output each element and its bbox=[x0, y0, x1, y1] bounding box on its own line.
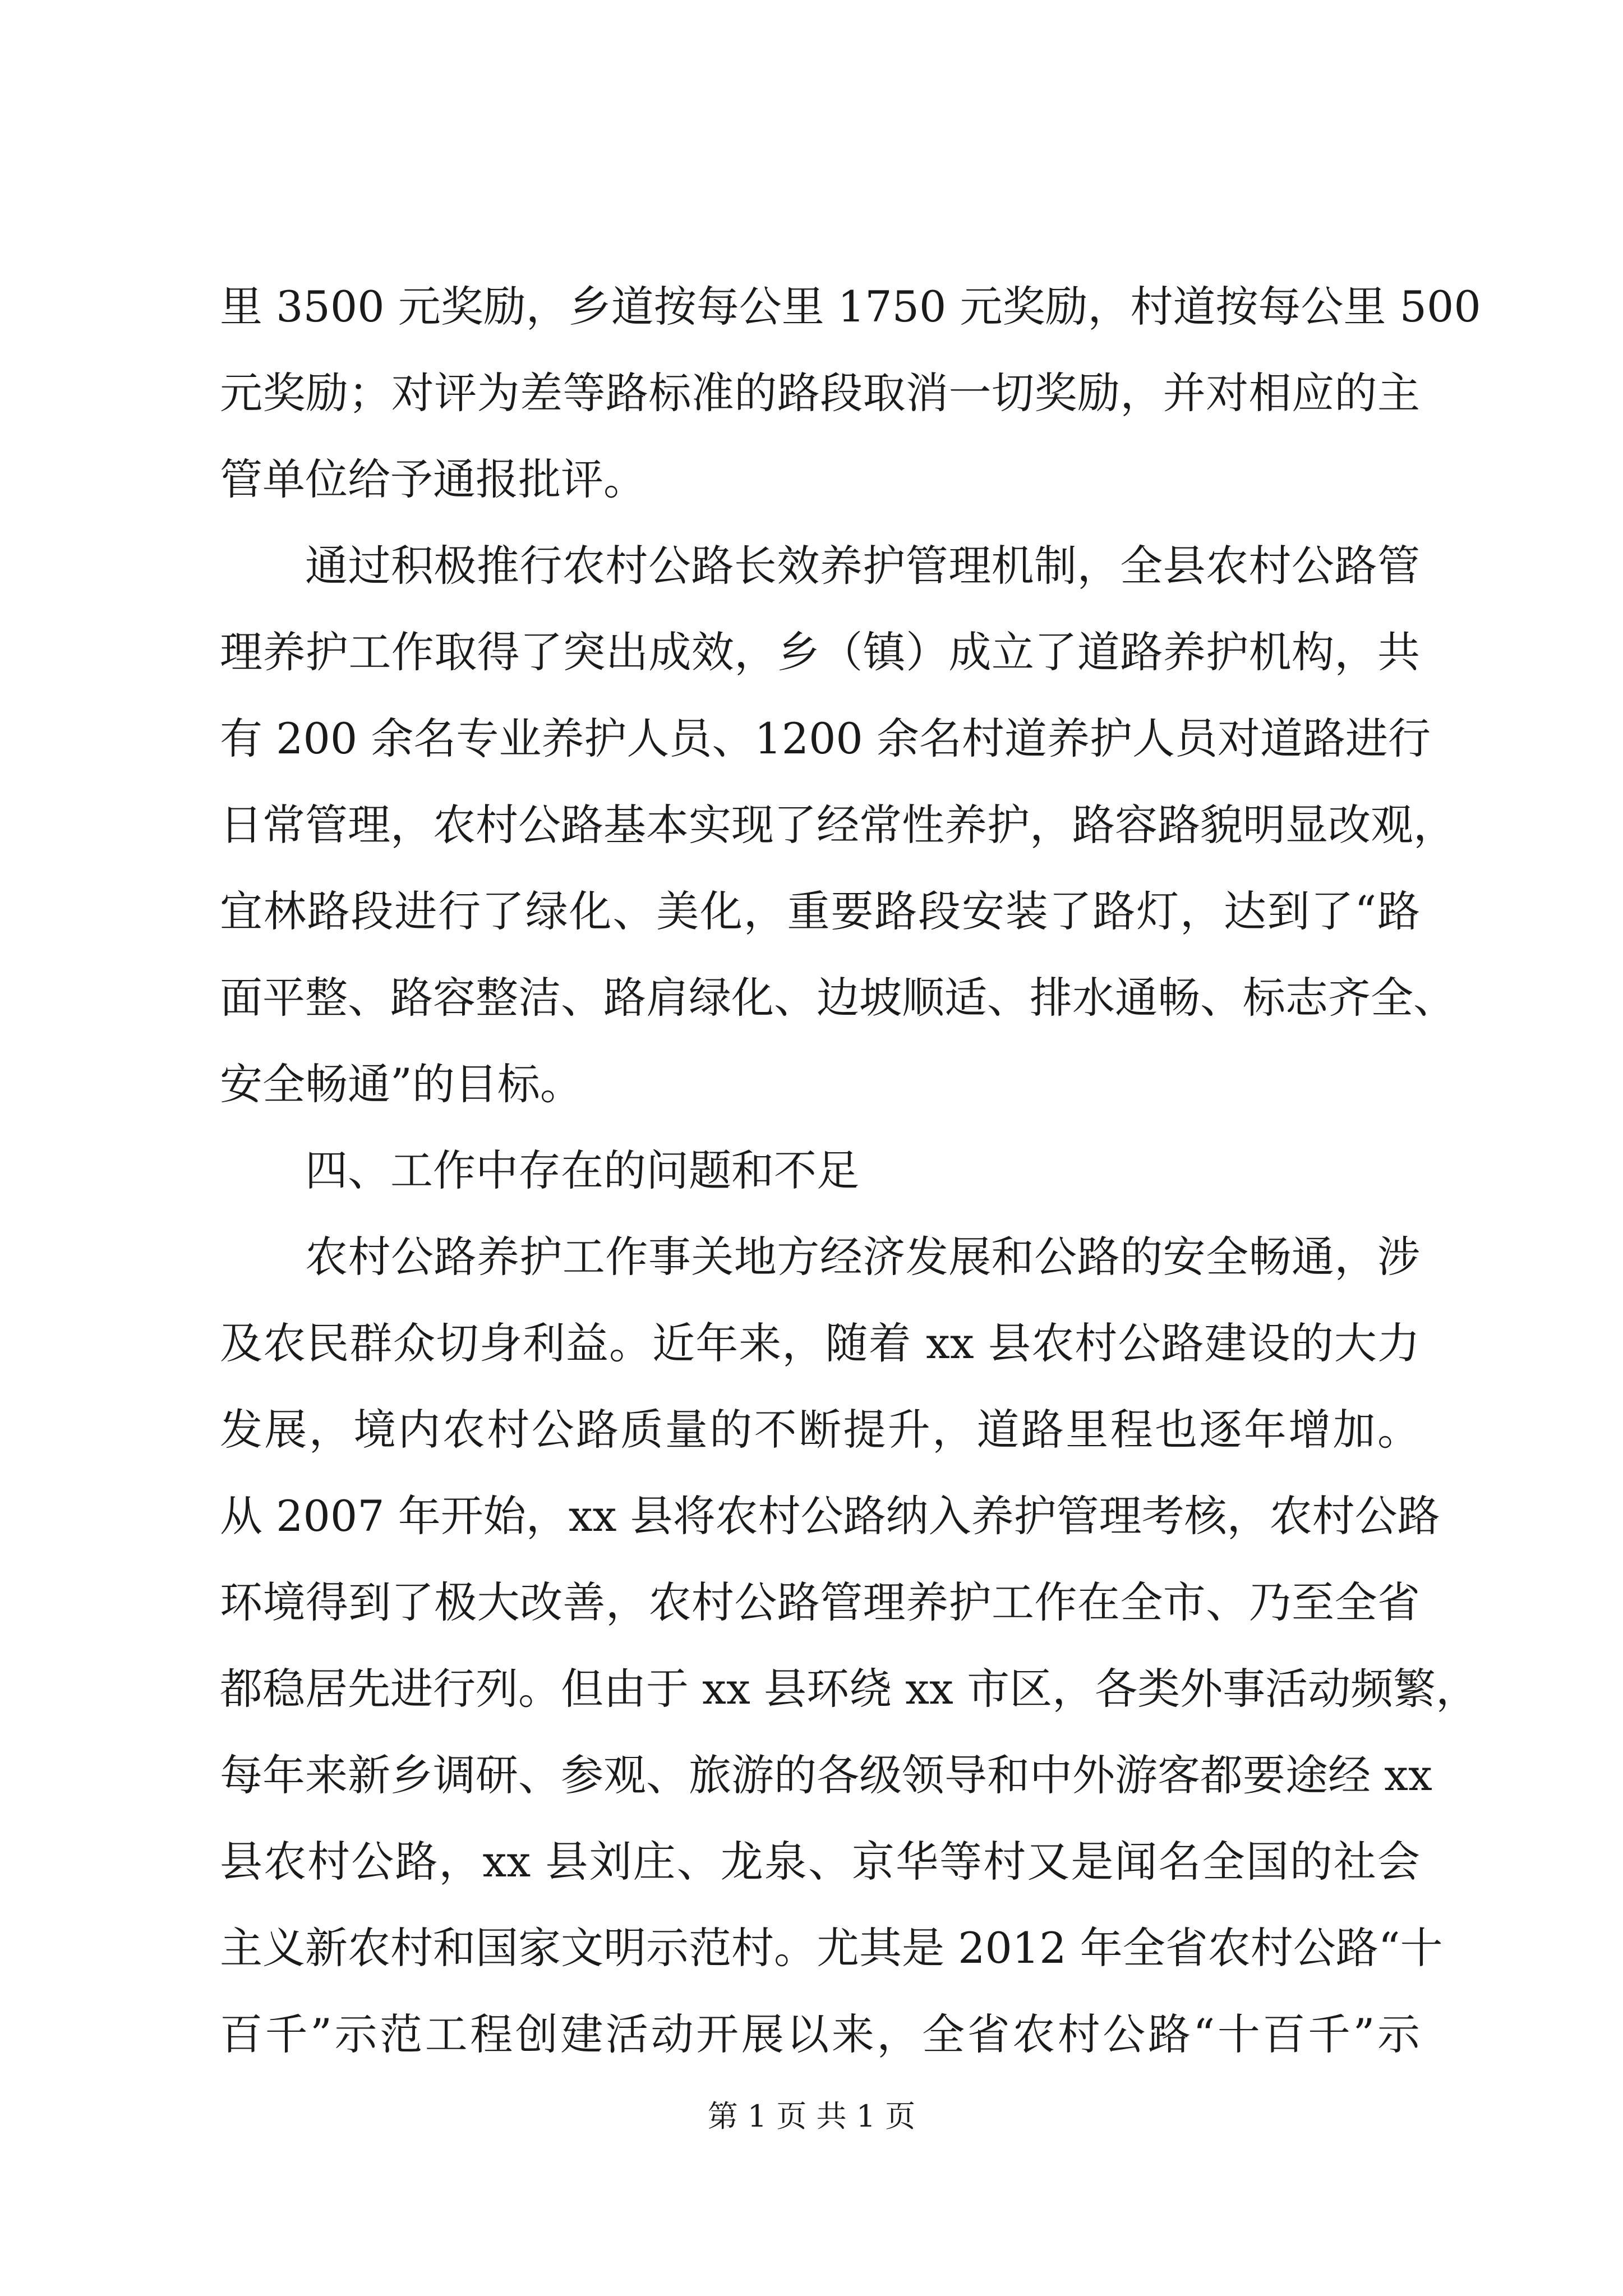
text-line: 安全畅通”的目标。 bbox=[220, 1059, 583, 1109]
text-line: 从 2007 年开始，xx 县将农村公路纳入养护管理考核，农村公路 bbox=[220, 1491, 1440, 1541]
section-heading: 四、工作中存在的问题和不足 bbox=[305, 1145, 859, 1195]
text-line: 通过积极推行农村公路长效养护管理机制，全县农村公路管 bbox=[305, 541, 1420, 591]
body-text bbox=[220, 264, 1481, 2078]
text-line: 环境得到了极大改善，农村公路管理养护工作在全市、乃至全省 bbox=[220, 1577, 1420, 1627]
text-line: 元奖励；对评为差等路标准的路段取消一切奖励，并对相应的主 bbox=[220, 368, 1420, 418]
text-line: 宜林路段进行了绿化、美化，重要路段安装了路灯，达到了“路 bbox=[220, 886, 1420, 936]
text-line: 都稳居先进行列。但由于 xx 县环绕 xx 市区，各类外事活动频繁， bbox=[220, 1664, 1479, 1714]
text-line: 主义新农村和国家文明示范村。尤其是 2012 年全省农村公路“十 bbox=[220, 1923, 1443, 1973]
text-line: 每年来新乡调研、参观、旅游的各级领导和中外游客都要途经 xx bbox=[220, 1750, 1432, 1800]
text-line: 百千”示范工程创建活动开展以来，全省农村公路“十百千”示 bbox=[220, 2009, 1420, 2059]
text-line: 管单位给予通报批评。 bbox=[220, 454, 646, 504]
text-line: 农村公路养护工作事关地方经济发展和公路的安全畅通，涉 bbox=[305, 1232, 1420, 1282]
text-line: 及农民群众切身利益。近年来，随着 xx 县农村公路建设的大力 bbox=[220, 1318, 1420, 1368]
text-line: 发展，境内农村公路质量的不断提升，道路里程也逐年增加。 bbox=[220, 1405, 1420, 1455]
text-line: 有 200 余名专业养护人员、1200 余名村道养护人员对道路进行 bbox=[220, 714, 1431, 763]
text-line: 里 3500 元奖励，乡道按每公里 1750 元奖励，村道按每公里 500 bbox=[220, 282, 1481, 332]
page-number-footer: 第 1 页 共 1 页 bbox=[707, 2099, 916, 2134]
text-line: 理养护工作取得了突出成效，乡（镇）成立了道路养护机构，共 bbox=[220, 627, 1420, 677]
text-line: 县农村公路，xx 县刘庄、龙泉、京华等村又是闻名全国的社会 bbox=[220, 1837, 1420, 1887]
text-line: 面平整、路容整洁、路肩绿化、边坡顺适、排水通畅、标志齐全、 bbox=[220, 973, 1456, 1023]
text-line: 日常管理，农村公路基本实现了经常性养护，路容路貌明显改观， bbox=[220, 800, 1456, 850]
